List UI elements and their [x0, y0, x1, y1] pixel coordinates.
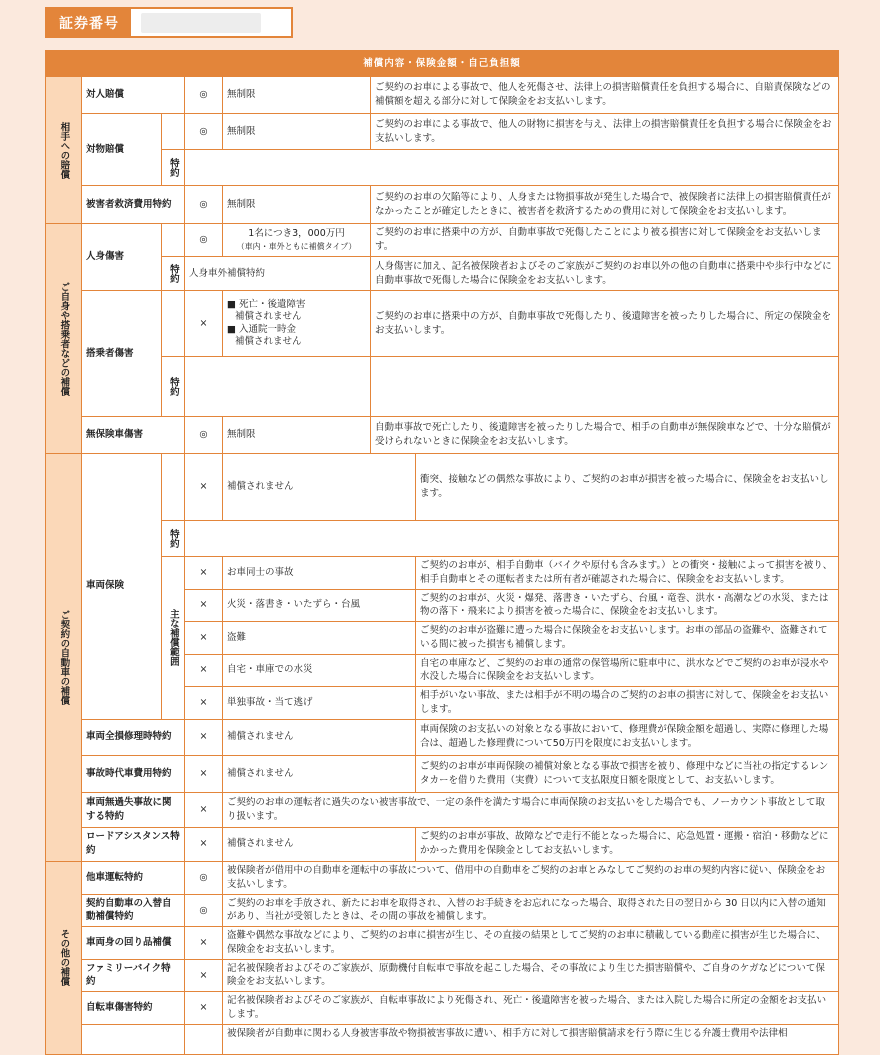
policy-number-label: 証券番号	[47, 9, 131, 36]
table-row	[46, 1024, 839, 1054]
coverage-amount: ■ 死亡・後遺障害 補償されません ■ 入通院一時金 補償されません	[223, 291, 371, 357]
coverage-desc: 相手がいない事故、または相手が不明の場合のご契約のお車の損害に対して、保険金をお支払いします。	[416, 687, 839, 720]
item-name: 人身傷害	[82, 224, 162, 291]
coverage-amount: 盗難	[223, 622, 416, 655]
coverage-table	[45, 50, 839, 1055]
section-self: ご自身や搭乗者などの補償	[46, 224, 82, 454]
table-row	[46, 894, 839, 927]
coverage-mark: ×	[185, 992, 223, 1025]
redacted-value	[141, 13, 261, 33]
table-row	[46, 291, 839, 357]
policy-number-box	[45, 7, 293, 38]
coverage-desc: ご契約のお車に搭乗中の方が、自動車事故で死傷したことにより被る損害に対して保険金をお支払いします。	[371, 224, 839, 257]
coverage-mark: ×	[185, 557, 223, 590]
item-name: 他車運転特約	[82, 861, 185, 894]
coverage-amount: 単独事故・当て逃げ	[223, 687, 416, 720]
coverage-desc: 盗難や偶然な事故などにより、ご契約のお車に損害が生じ、その直接の結果としてご契約のお車に積載している動産に損害が生じた場合に、保険金をお支払いします。	[223, 927, 839, 960]
item-name: 対人賠償	[82, 77, 185, 114]
coverage-desc: ご契約のお車が、火災・爆発、落書き・いたずら、台風・竜巻、洪水・高潮などの水災、または物の落下・飛来により損害を被った場合に、保険金をお支払いします。	[416, 589, 839, 622]
coverage-desc: ご契約のお車による事故で、他人の財物に損害を与え、法律上の損害賠償責任を負担する場合に保険金をお支払いします。	[371, 114, 839, 150]
amount-note: （車内・車外ともに補償タイプ）	[236, 242, 357, 252]
item-name: 車両保険	[82, 454, 162, 720]
coverage-desc: ご契約のお車による事故で、他人を死傷させ、法律上の損害賠償責任を負担する場合に、自賠責保険などの補償額を超える部分に対して保険金をお支払いします。	[371, 77, 839, 114]
coverage-desc: 被保険者が自動車に関わる人身被害事故や物損被害事故に遭い、相手方に対して損害賠償請求を行う際に生じる弁護士費用や法律相	[223, 1024, 839, 1054]
coverage-desc: 被保険者が借用中の自動車を運転中の事故について、借用中の自動車をご契約のお車とみなしてご契約のお車の契約内容に従い、保険金をお支払いします。	[223, 861, 839, 894]
coverage-mark: ◎	[185, 224, 223, 257]
table-row	[46, 257, 839, 291]
tokuyaku-label: 特約	[162, 357, 185, 417]
table-row	[46, 417, 839, 454]
coverage-desc: ご契約のお車が盗難に遭った場合に保険金をお支払いします。お車の部品の盗難や、盗難されている間に被った損害も補償します。	[416, 622, 839, 655]
coverage-mark: ×	[185, 687, 223, 720]
item-name: ロードアシスタンス特約	[82, 827, 185, 861]
table-row	[46, 861, 839, 894]
coverage-desc: 自宅の車庫など、ご契約のお車の通常の保管場所に駐車中に、洪水などでご契約のお車が浸水や水没した場合に保険金をお支払いします。	[416, 654, 839, 687]
coverage-desc: ご契約のお車に搭乗中の方が、自動車事故で死傷したり、後遺障害を被ったりした場合に、所定の保険金をお支払いします。	[371, 291, 839, 357]
coverage-amount: 補償されません	[223, 755, 416, 792]
coverage-amount: 自宅・車庫での水災	[223, 654, 416, 687]
table-row	[46, 186, 839, 224]
main-coverage-label: 主な補償範囲	[162, 557, 185, 720]
table-title: 補償内容・保険金額・自己負担額	[46, 51, 839, 77]
coverage-desc: 車両保険のお支払いの対象となる事故において、修理費が保険金額を超過し、実際に修理した場合は、超過した修理費について50万円を限度にお支払いします。	[416, 719, 839, 755]
coverage-amount: 火災・落書き・いたずら・台風	[223, 589, 416, 622]
coverage-amount: 1名につき3，000万円 （車内・車外ともに補償タイプ）	[223, 224, 371, 257]
coverage-amount: 補償されません	[223, 454, 416, 521]
coverage-desc: 記名被保険者およびそのご家族が、原動機付自転車で事故を起こした場合、その事故により生じた損害賠償や、ご自身のケガなどについて保険金をお支払いします。	[223, 959, 839, 992]
coverage-mark: ×	[185, 827, 223, 861]
coverage-desc: ご契約のお車を手放され、新たにお車を取得され、入替のお手続きをお忘れになった場合、取得された日の翌日から 30 日以内に入替の通知があり、当社が受領したときは、その間の事故を補償します。	[223, 894, 839, 927]
coverage-amount: 無制限	[223, 186, 371, 224]
item-name: 事故時代車費用特約	[82, 755, 185, 792]
table-row	[46, 224, 839, 257]
tokuyaku-label: 特約	[162, 521, 185, 557]
coverage-amount: 補償されません	[223, 719, 416, 755]
item-name: 契約自動車の入替自動補償特約	[82, 894, 185, 927]
coverage-amount: 補償されません	[223, 827, 416, 861]
coverage-amount: お車同士の事故	[223, 557, 416, 590]
coverage-mark: ×	[185, 719, 223, 755]
table-row	[46, 114, 839, 150]
tokuyaku-label: 特約	[162, 257, 185, 291]
coverage-mark: ×	[185, 959, 223, 992]
coverage-mark: ◎	[185, 77, 223, 114]
coverage-desc: ご契約のお車の欠陥等により、人身または物損事故が発生した場合で、被保険者に法律上の損害賠償責任がなかったことが確定したときに、被害者を救済するための費用に対して保険金をお支払いします。	[371, 186, 839, 224]
item-name: 無保険車傷害	[82, 417, 185, 454]
table-row	[46, 992, 839, 1025]
coverage-mark: ◎	[185, 114, 223, 150]
table-row	[46, 521, 839, 557]
table-row	[46, 792, 839, 827]
item-name: 搭乗者傷害	[82, 291, 162, 417]
table-row	[46, 77, 839, 114]
table-row	[46, 557, 839, 590]
table-row	[46, 454, 839, 521]
coverage-amount: 無制限	[223, 114, 371, 150]
table-row	[46, 927, 839, 960]
coverage-mark: ×	[185, 622, 223, 655]
table-row	[46, 827, 839, 861]
coverage-amount: 無制限	[223, 417, 371, 454]
coverage-desc: ご契約のお車の運転者に過失のない被害事故で、一定の条件を満たす場合に車両保険のお支払いをした場合でも、ノーカウント事故として取り扱います。	[223, 792, 839, 827]
table-row	[46, 959, 839, 992]
item-name: 車両全損修理時特約	[82, 719, 185, 755]
item-name: 対物賠償	[82, 114, 162, 186]
coverage-mark: ◎	[185, 894, 223, 927]
coverage-mark: ×	[185, 927, 223, 960]
table-row	[46, 719, 839, 755]
coverage-mark: ×	[185, 654, 223, 687]
coverage-desc: 人身傷害に加え、記名被保険者およびそのご家族がご契約のお車以外の他の自動車に搭乗中や歩行中などに自動車事故で死傷した場合に保険金をお支払いします。	[371, 257, 839, 291]
coverage-desc: 自動車事故で死亡したり、後遺障害を被ったりした場合で、相手の自動車が無保険車などで、十分な賠償が受けられないときに保険金をお支払いします。	[371, 417, 839, 454]
coverage-amount: 無制限	[223, 77, 371, 114]
table-row	[46, 357, 839, 417]
item-name: 車両身の回り品補償	[82, 927, 185, 960]
tokuyaku-label: 特約	[162, 150, 185, 186]
coverage-desc: ご契約のお車が、相手自動車（バイクや原付も含みます。）との衝突・接触によって損害を被り、相手自動車とその運転者または所有者が確認された場合に、保険金をお支払いします。	[416, 557, 839, 590]
coverage-mark: ×	[185, 589, 223, 622]
coverage-desc: ご契約のお車が車両保険の補償対象となる事故で損害を被り、修理中などに当社の指定するレンタカーを借りた費用（実費）について支払限度日額を限度として、お支払いします。	[416, 755, 839, 792]
coverage-desc: ご契約のお車が事故、故障などで走行不能となった場合に、応急処置・運搬・宿泊・移動などにかかった費用を保険金としてお支払いします。	[416, 827, 839, 861]
item-name: ファミリーバイク特約	[82, 959, 185, 992]
coverage-mark: ◎	[185, 861, 223, 894]
coverage-mark: ×	[185, 755, 223, 792]
coverage-mark: ×	[185, 291, 223, 357]
item-name: 車両無過失事故に関する特約	[82, 792, 185, 827]
coverage-desc: 衝突、接触などの偶然な事故により、ご契約のお車が損害を被った場合に、保険金をお支払いします。	[416, 454, 839, 521]
section-vehicle: ご契約の自動車の補償	[46, 454, 82, 862]
coverage-mark: ◎	[185, 186, 223, 224]
coverage-desc: 記名被保険者およびそのご家族が、自転車事故により死傷され、死亡・後遺障害を被った場合、または入院した場合に所定の金額をお支払いします。	[223, 992, 839, 1025]
coverage-mark: ×	[185, 454, 223, 521]
item-name: 自転車傷害特約	[82, 992, 185, 1025]
table-row	[46, 150, 839, 186]
table-row	[46, 755, 839, 792]
section-opponent: 相手への賠償	[46, 77, 82, 224]
tokuyaku-name: 人身車外補償特約	[185, 257, 371, 291]
policy-number-value	[131, 9, 291, 36]
coverage-mark: ×	[185, 792, 223, 827]
item-name: 被害者救済費用特約	[82, 186, 185, 224]
section-other: その他の補償	[46, 861, 82, 1054]
coverage-mark: ◎	[185, 417, 223, 454]
